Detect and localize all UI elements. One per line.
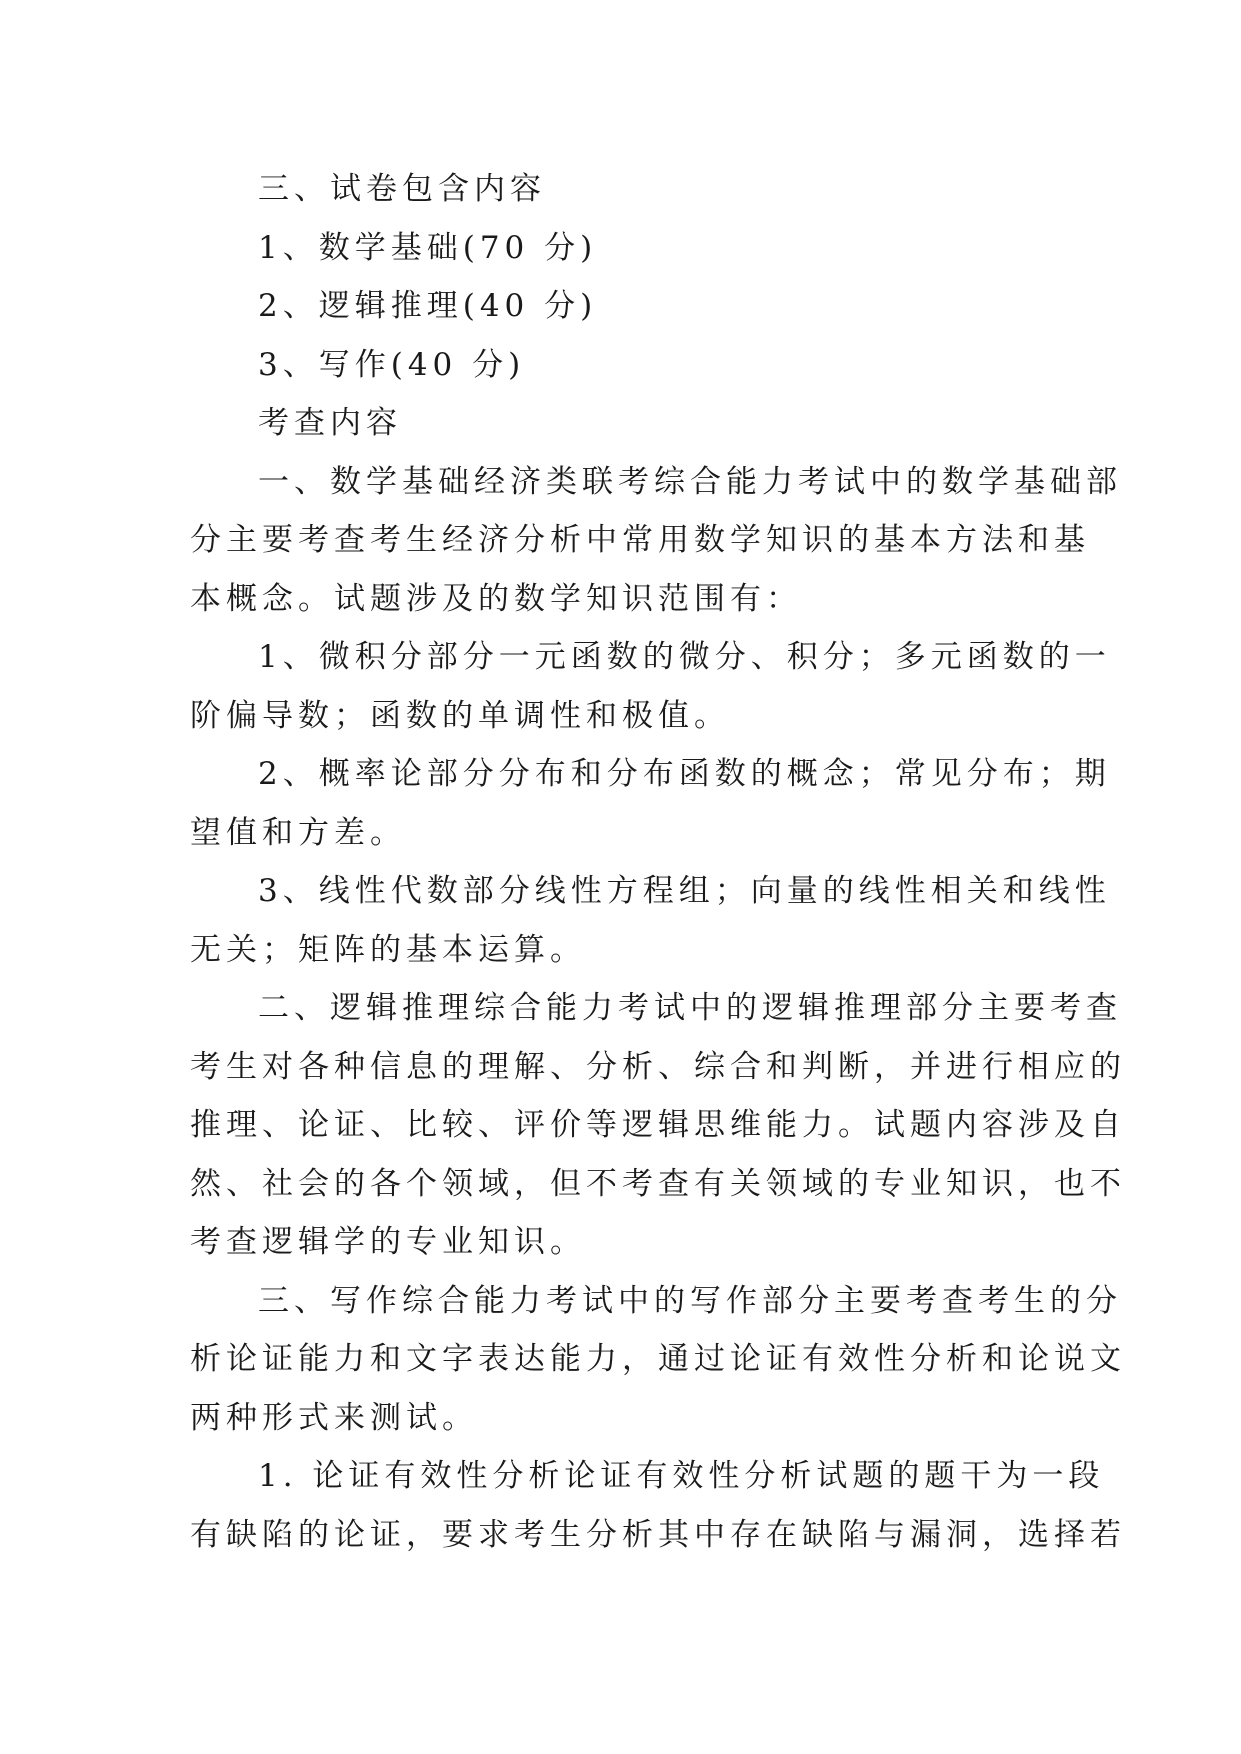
paragraph-logic-line-2: 考生对各种信息的理解、分析、综合和判断，并进行相应的 (190, 1048, 1126, 1085)
paragraph-argument-analysis-line-1: 1. 论证有效性分析论证有效性分析试题的题干为一段 (258, 1458, 1105, 1494)
paragraph-logic-line-1: 二、逻辑推理综合能力考试中的逻辑推理部分主要考查 (258, 990, 1122, 1026)
document-body (190, 160, 1126, 1564)
list-item-logical-reasoning: 2、逻辑推理(40 分) (258, 288, 598, 324)
paragraph-writing-line-2: 析论证能力和文字表达能力，通过论证有效性分析和论说文 (190, 1341, 1126, 1377)
paragraph-logic-line-5: 考查逻辑学的专业知识。 (190, 1224, 586, 1260)
section-heading-assessment-content: 考查内容 (258, 405, 402, 441)
paragraph-math-line-1: 一、数学基础经济类联考综合能力考试中的数学基础部 (258, 463, 1122, 500)
paragraph-writing-line-1: 三、写作综合能力考试中的写作部分主要考查考生的分 (258, 1282, 1122, 1319)
paragraph-linear-algebra-line-1: 3、线性代数部分线性方程组；向量的线性相关和线性 (258, 873, 1111, 909)
paragraph-argument-analysis-line-2: 有缺陷的论证，要求考生分析其中存在缺陷与漏洞，选择若 (190, 1516, 1126, 1553)
paragraph-logic-line-3: 推理、论证、比较、评价等逻辑思维能力。试题内容涉及自 (190, 1107, 1126, 1143)
paragraph-probability-line-1: 2、概率论部分分布和分布函数的概念；常见分布；期 (258, 756, 1111, 792)
paragraph-math-line-3: 本概念。试题涉及的数学知识范围有： (190, 580, 802, 617)
paragraph-logic-line-4: 然、社会的各个领域，但不考查有关领域的专业知识，也不 (190, 1165, 1126, 1202)
paragraph-writing-line-3: 两种形式来测试。 (190, 1399, 478, 1436)
paragraph-math-line-2: 分主要考查考生经济分析中常用数学知识的基本方法和基 (190, 522, 1090, 558)
list-item-math-foundation: 1、数学基础(70 分) (258, 229, 598, 266)
paragraph-calculus-line-1: 1、微积分部分一元函数的微分、积分；多元函数的一 (258, 639, 1111, 675)
paragraph-linear-algebra-line-2: 无关；矩阵的基本运算。 (190, 931, 586, 968)
paragraph-calculus-line-2: 阶偏导数；函数的单调性和极值。 (190, 697, 730, 734)
section-heading-exam-contents: 三、试卷包含内容 (258, 171, 546, 207)
list-item-writing: 3、写作(40 分) (258, 346, 526, 383)
paragraph-probability-line-2: 望值和方差。 (190, 814, 406, 851)
